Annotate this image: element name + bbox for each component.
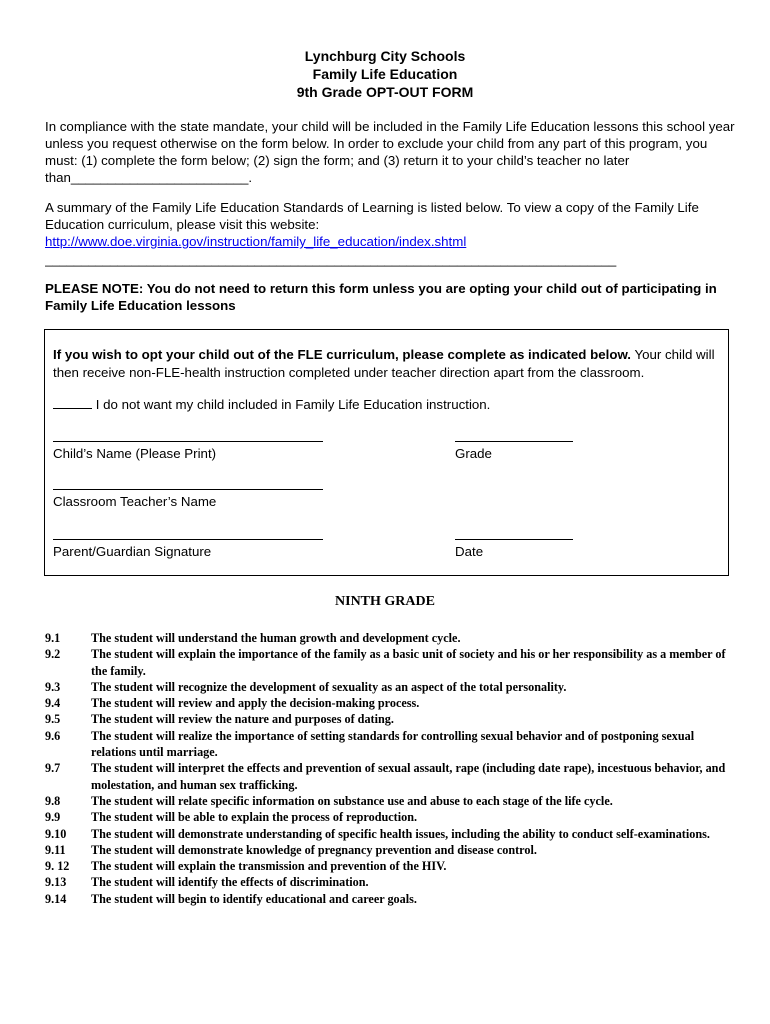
opt-out-checkbox-text: I do not want my child included in Family Life Education instruction.	[95, 397, 491, 412]
standard-number: 9.3	[45, 679, 61, 694]
standard-item	[45, 858, 735, 874]
summary-text: A summary of the Family Life Education Standards of Learning is listed below. To view a copy of the Family Life Education curriculum, please visit this website:	[45, 200, 699, 232]
child-name-field[interactable]	[53, 441, 323, 442]
summary-paragraph	[45, 199, 735, 250]
standard-item	[45, 842, 735, 858]
standard-number: 9.10	[45, 826, 67, 841]
section-divider: _______________________________________________________________________________	[45, 252, 617, 267]
standard-text: The student will interpret the effects and prevention of sexual assault, rape (including date rape), incestuous behavior, and molestation, and human sex trafficking.	[91, 761, 726, 792]
standard-number: 9.7	[45, 761, 61, 776]
child-name-label: Child’s Name (Please Print)	[53, 446, 217, 461]
standard-item	[45, 728, 735, 761]
form-instruction	[53, 346, 723, 382]
standard-text: The student will review the nature and purposes of dating.	[91, 712, 394, 727]
standard-number: 9.1	[45, 631, 61, 645]
intro-paragraph: In compliance with the state mandate, your child will be included in the Family Life Education lessons this school year unless you request otherwise on the form below. In order to exclude your child from any part of this program, you must: (1) complete the form below; (2) sign the form; and (3) return it to your child’s teacher no later than________________________.	[45, 119, 735, 185]
standards-list	[45, 630, 735, 907]
standard-number: 9.2	[45, 647, 61, 662]
standard-number: 9.8	[45, 793, 61, 808]
opt-out-form-box	[44, 329, 729, 576]
standard-text: The student will recognize the development of sexuality as an aspect of the total personality.	[91, 679, 567, 694]
standard-item	[45, 874, 735, 890]
standard-item	[45, 760, 735, 793]
grade-field[interactable]	[455, 441, 573, 442]
standard-text: The student will relate specific information on substance use and abuse to each stage of the life cycle.	[91, 793, 613, 808]
standard-number: 9.4	[45, 696, 61, 711]
please-note: PLEASE NOTE: You do not need to return this form unless you are opting your child out of participating in Family Life Education lessons	[45, 281, 717, 313]
standard-text: The student will begin to identify educational and career goals.	[91, 891, 417, 906]
teacher-name-label: Classroom Teacher’s Name	[53, 494, 217, 509]
standard-number: 9.11	[45, 842, 66, 857]
form-instruction-rest: Your child will then receive non-FLE-health instruction completed under teacher direction apart from the classroom.	[53, 347, 715, 380]
document-header	[0, 47, 770, 101]
form-instruction-bold: If you wish to opt your child out of the FLE curriculum, please complete as indicated below.	[53, 347, 631, 362]
date-label: Date	[455, 544, 484, 559]
standard-item	[45, 711, 735, 727]
standard-item	[45, 793, 735, 809]
teacher-name-field[interactable]	[53, 489, 323, 490]
standard-number: 9. 12	[45, 859, 70, 874]
standard-text: The student will explain the transmission and prevention of the HIV.	[91, 859, 447, 874]
signature-label: Parent/Guardian Signature	[53, 544, 212, 559]
standard-number: 9.13	[45, 875, 67, 890]
grade-label: Grade	[455, 446, 492, 461]
standard-item	[45, 695, 735, 711]
standard-text: The student will be able to explain the process of reproduction.	[91, 810, 418, 825]
standard-text: The student will demonstrate understanding of specific health issues, including the ability to conduct self-examinations.	[91, 826, 710, 841]
standard-item	[45, 826, 735, 842]
standard-number: 9.9	[45, 810, 61, 825]
standard-text: The student will realize the importance of setting standards for controlling sexual behavior and of postponing sexual relations until marriage.	[91, 728, 695, 760]
standard-item	[45, 679, 735, 695]
standard-number: 9.6	[45, 728, 61, 743]
standard-number: 9.5	[45, 712, 61, 727]
opt-out-checkbox-line	[53, 396, 490, 413]
standard-text: The student will review and apply the decision-making process.	[91, 696, 420, 711]
school-name: Lynchburg City Schools	[304, 48, 466, 64]
opt-out-checkbox-blank[interactable]	[53, 396, 92, 409]
standard-item	[45, 809, 735, 825]
standard-text: The student will demonstrate knowledge of pregnancy prevention and disease control.	[91, 842, 537, 857]
standard-text: The student will understand the human growth and development cycle.	[91, 631, 461, 645]
standard-text: The student will identify the effects of discrimination.	[91, 875, 369, 890]
standard-item	[45, 891, 735, 907]
standard-text: The student will explain the importance of the family as a basic unit of society and his or her responsibility as a member of the family.	[91, 647, 726, 678]
program-name: Family Life Education	[312, 66, 458, 82]
standard-item	[45, 646, 735, 679]
standard-number: 9.14	[45, 891, 67, 906]
standard-item	[45, 630, 735, 646]
form-title: 9th Grade OPT-OUT FORM	[296, 84, 474, 100]
date-field[interactable]	[455, 539, 573, 540]
signature-field[interactable]	[53, 539, 323, 540]
curriculum-link[interactable]: http://www.doe.virginia.gov/instruction/family_life_education/index.shtml	[45, 234, 467, 249]
ninth-grade-title: NINTH GRADE	[335, 594, 435, 609]
